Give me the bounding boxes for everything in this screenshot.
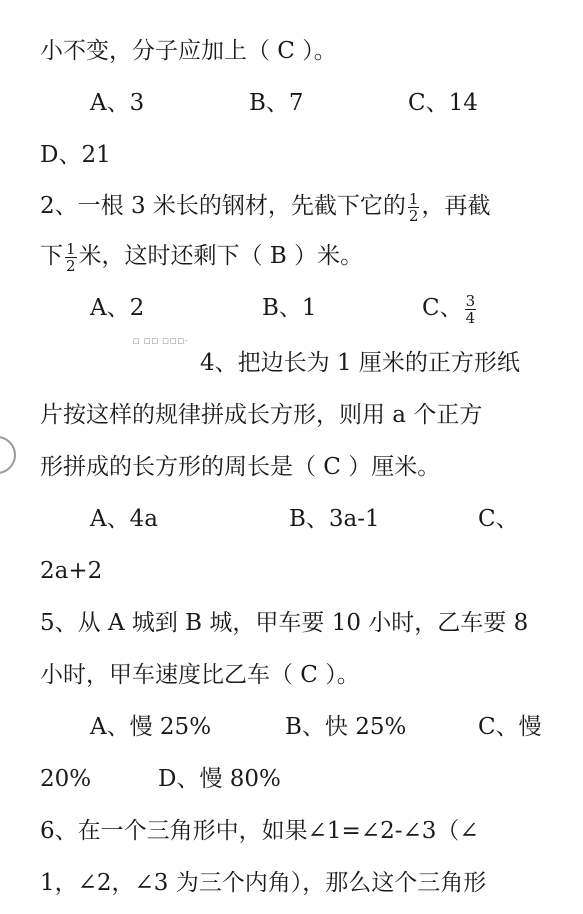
question-4-line-2: [40, 395, 482, 435]
question-2-text: 2、一根 3 米长的钢材，先截下它的: [40, 193, 406, 219]
option-a: A、2: [90, 295, 145, 321]
option-b: B、7: [249, 90, 304, 116]
options-line-1-cont: [40, 135, 111, 175]
option-b: B、快 25%: [285, 714, 407, 740]
question-5-line-2: [40, 655, 360, 695]
option-d: D、慢 80%: [158, 766, 281, 792]
question-2-text-rest: 米，这时还剩下（ B ）米。: [78, 243, 364, 269]
option-c: [422, 288, 478, 328]
question-continuation: 小不变，分子应加上（ C ）。: [40, 38, 337, 64]
question-4-line-1: [200, 343, 520, 383]
question-5-text: 5、从 A 城到 B 城，甲车要 10 小时，乙车要 8: [40, 610, 529, 636]
option-c: C、: [478, 506, 519, 532]
question-6-text-2: 1，∠2，∠3 为三个内角），那么这个三角形: [40, 870, 487, 896]
options-line-4-cont: [40, 551, 102, 591]
option-a: A、慢 25%: [90, 714, 212, 740]
option-c: C、慢: [478, 714, 542, 740]
fraction-three-quarters: [465, 293, 477, 326]
question-4-text: 4、把边长为 1 厘米的正方形纸: [200, 350, 520, 376]
fraction-one-half: [408, 191, 420, 224]
question-5-text-2: 小时，甲车速度比乙车（ C ）。: [40, 662, 360, 688]
text-line-1: [40, 31, 337, 71]
question-6-text: 6、在一个三角形中，如果∠1=∠2-∠3（∠: [40, 818, 479, 844]
question-5-line-1: [40, 603, 528, 643]
option-b: B、3a-1: [289, 506, 380, 532]
margin-circle-icon: [0, 436, 16, 474]
option-a: A、3: [90, 90, 145, 116]
option-c-label: C、: [422, 295, 463, 321]
fraction-numerator: 1: [66, 239, 76, 258]
option-a: A、4a: [90, 506, 158, 532]
fraction-denominator: 4: [465, 308, 476, 327]
fraction-denominator: 2: [408, 206, 419, 225]
question-4-line-3: [40, 447, 440, 487]
option-c-value: 2a+2: [40, 558, 103, 584]
question-2-text-start: 下: [40, 243, 63, 269]
small-marks: □ □□ □□□-: [133, 337, 189, 345]
option-c-value: 20%: [40, 766, 92, 792]
question-6-line-1: [40, 811, 479, 851]
question-2-line-2: [40, 236, 363, 276]
fraction-numerator: 1: [408, 189, 419, 208]
question-2-line-1: [40, 186, 490, 226]
question-4-text-2: 片按这样的规律拼成长方形，则用 a 个正方: [40, 402, 483, 428]
fraction-numerator: 3: [465, 291, 476, 310]
option-d: D、21: [40, 142, 111, 168]
option-c: C、14: [408, 90, 478, 116]
fraction-denominator: 2: [66, 256, 76, 275]
option-b: B、1: [262, 295, 317, 321]
fraction-one-half-2: [65, 241, 77, 274]
question-4-text-3: 形拼成的长方形的周长是（ C ）厘米。: [40, 454, 441, 480]
question-6-line-2: [40, 863, 486, 903]
question-2-text-end: ，再截: [421, 193, 491, 219]
